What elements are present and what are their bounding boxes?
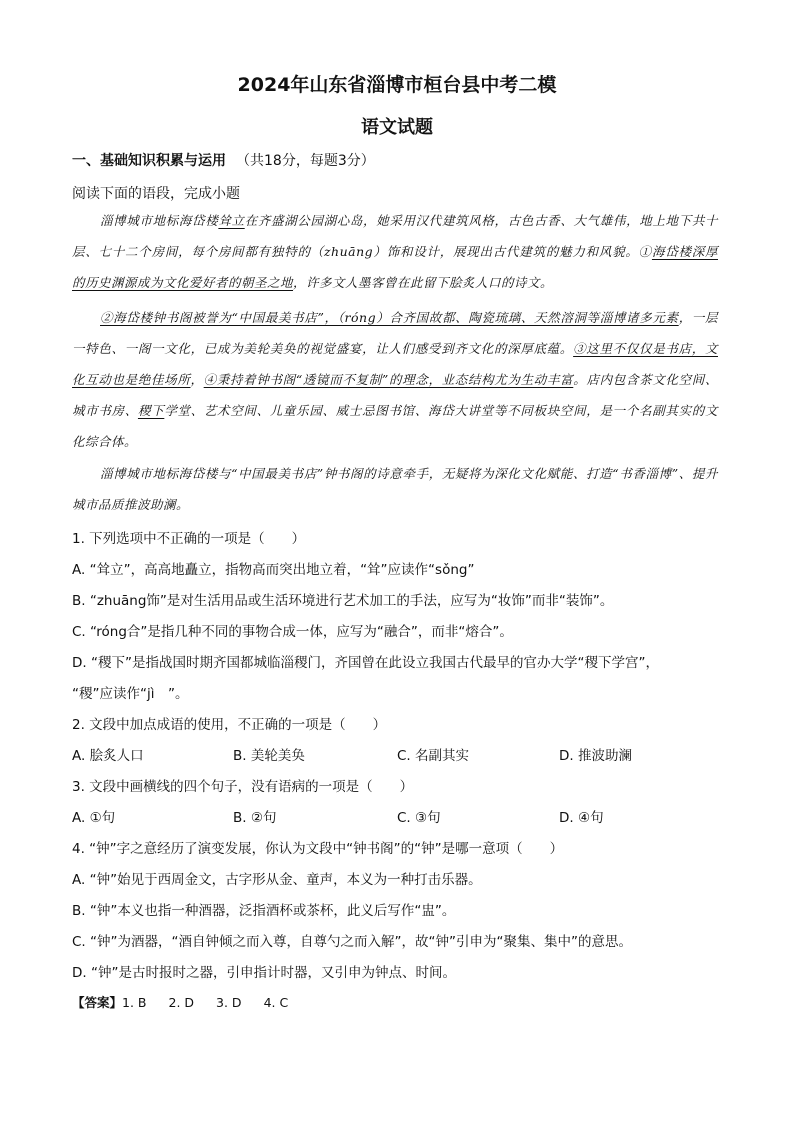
question-2-option-c: C. 名副其实 <box>397 748 470 764</box>
question-3-option-d: D. ④句 <box>559 810 604 826</box>
passage-text: 。店内包含茶文化空间、城市书房、 <box>72 372 718 418</box>
question-3-stem: 3. 文段中画横线的四个句子，没有语病的一项是（ ） <box>72 779 414 795</box>
answer-item: 4. C <box>263 995 289 1010</box>
question-1-option-a: A. “耸立”，高高地矗立，指物高而突出地立着，“耸”应读作“sǒng” <box>72 562 475 578</box>
section-heading <box>72 150 375 170</box>
document-title: 2024年山东省淄博市桓台县中考二模 <box>237 74 557 96</box>
underlined-sentence-2: ②海岱楼钟书阁被誉为“中国最美书店”，（róng）合齐国故都、陶瓷琉璃、天然溶洞等淄博诸多元素 <box>100 310 679 325</box>
question-1-stem: 1. 下列选项中不正确的一项是（ ） <box>72 531 306 547</box>
passage-text: 淄博城市地标海岱楼 <box>100 213 219 228</box>
question-1-option-c: C. “róng合”是指几种不同的事物合成一体，应写为“融合”，而非“熔合”。 <box>72 624 513 640</box>
passage-text: ，许多文人墨客曾在此留下脍炙人口的诗文。 <box>293 275 554 290</box>
passage-paragraph-1 <box>72 205 718 298</box>
passage-text: 在齐盛湖公园湖心岛，她采用汉代建筑风格，古色古香、大气雄伟，地上地下共十层、七十二个房间，每个房间都有独特的（zhuāng）饰和设计，展现出古代建筑的魅力和风貌。① <box>72 213 718 259</box>
passage-text: ， <box>190 372 204 387</box>
question-1-option-d-continued: “稷”应读作“jì ”。 <box>72 686 189 702</box>
section-heading-note: （共18分，每题3分） <box>236 153 375 169</box>
dotted-word: 耸立 <box>218 213 245 228</box>
question-2-option-a: A. 脍炙人口 <box>72 748 144 764</box>
answer-item: 2. D <box>168 995 195 1010</box>
passage-paragraph-3 <box>72 458 718 520</box>
question-1-option-d: D. “稷下”是指战国时期齐国都城临淄稷门，齐国曾在此设立我国古代最早的官办大学“稷下学宫”， <box>72 655 659 671</box>
section-heading-text: 一、基础知识积累与运用 <box>72 153 226 169</box>
answer-item: 1. B <box>122 995 147 1010</box>
passage-text: 学堂、艺术空间、儿童乐园、威士忌图书馆、海岱大讲堂等不同板块空间，是一个名副其实的文化综合体。 <box>72 403 718 449</box>
dotted-word: 稷下 <box>137 403 165 418</box>
question-3-option-b: B. ②句 <box>233 810 277 826</box>
document-subtitle: 语文试题 <box>361 117 433 138</box>
passage-paragraph-2 <box>72 302 718 457</box>
answer-tag: 【答案】 <box>72 995 123 1010</box>
answer-item: 3. D <box>216 995 242 1010</box>
underlined-sentence-4: ④秉持着钟书阁“透镜而不复制”的理念，业态结构尤为生动丰富 <box>203 372 574 387</box>
question-4-option-c: C. “钟”为酒器，“酒自钟倾之而入尊，自尊勺之而入解”，故“钟”引申为“聚集、集中”的意思。 <box>72 934 632 950</box>
question-2-option-d: D. 推波助澜 <box>559 748 632 764</box>
question-2-option-b: B. 美轮美奂 <box>233 748 305 764</box>
underlined-sentence-3: ③这里不仅仅是书店，文化互动也是绝佳场所 <box>72 341 718 387</box>
question-2-stem: 2. 文段中加点成语的使用，不正确的一项是（ ） <box>72 717 387 733</box>
question-4-option-b: B. “钟”本义也指一种酒器，泛指酒杯或茶杯，此义后写作“盅”。 <box>72 903 456 919</box>
passage-text: ，一层一特色、一阁一文化，已成为美轮美奂的视觉盛宴，让人们感受到齐文化的深厚底蕴。 <box>72 310 718 356</box>
reading-instruction: 阅读下面的语段，完成小题 <box>72 186 240 202</box>
question-3-option-c: C. ③句 <box>397 810 441 826</box>
question-3-option-a: A. ①句 <box>72 810 116 826</box>
question-4-option-a: A. “钟”始见于西周金文，古字形从金、童声，本义为一种打击乐器。 <box>72 872 482 888</box>
passage-text: 淄博城市地标海岱楼与“中国最美书店”钟书阁的诗意牵手，无疑将为深化文化赋能、打造“书香淄博”、提升城市品质推波助澜。 <box>72 466 718 512</box>
answer-key <box>72 993 310 1011</box>
question-4-option-d: D. “钟”是古时报时之器，引申指计时器，又引申为钟点、时间。 <box>72 965 456 981</box>
question-1-option-b: B. “zhuāng饰”是对生活用品或生活环境进行艺术加工的手法，应写为“妆饰”而非“装饰”。 <box>72 593 614 609</box>
question-4-stem: 4. “钟”字之意经历了演变发展，你认为文段中“钟书阁”的“钟”是哪一意项（ ） <box>72 841 564 857</box>
underlined-sentence-1: 海岱楼深厚的历史渊源成为文化爱好者的朝圣之地 <box>72 244 718 290</box>
